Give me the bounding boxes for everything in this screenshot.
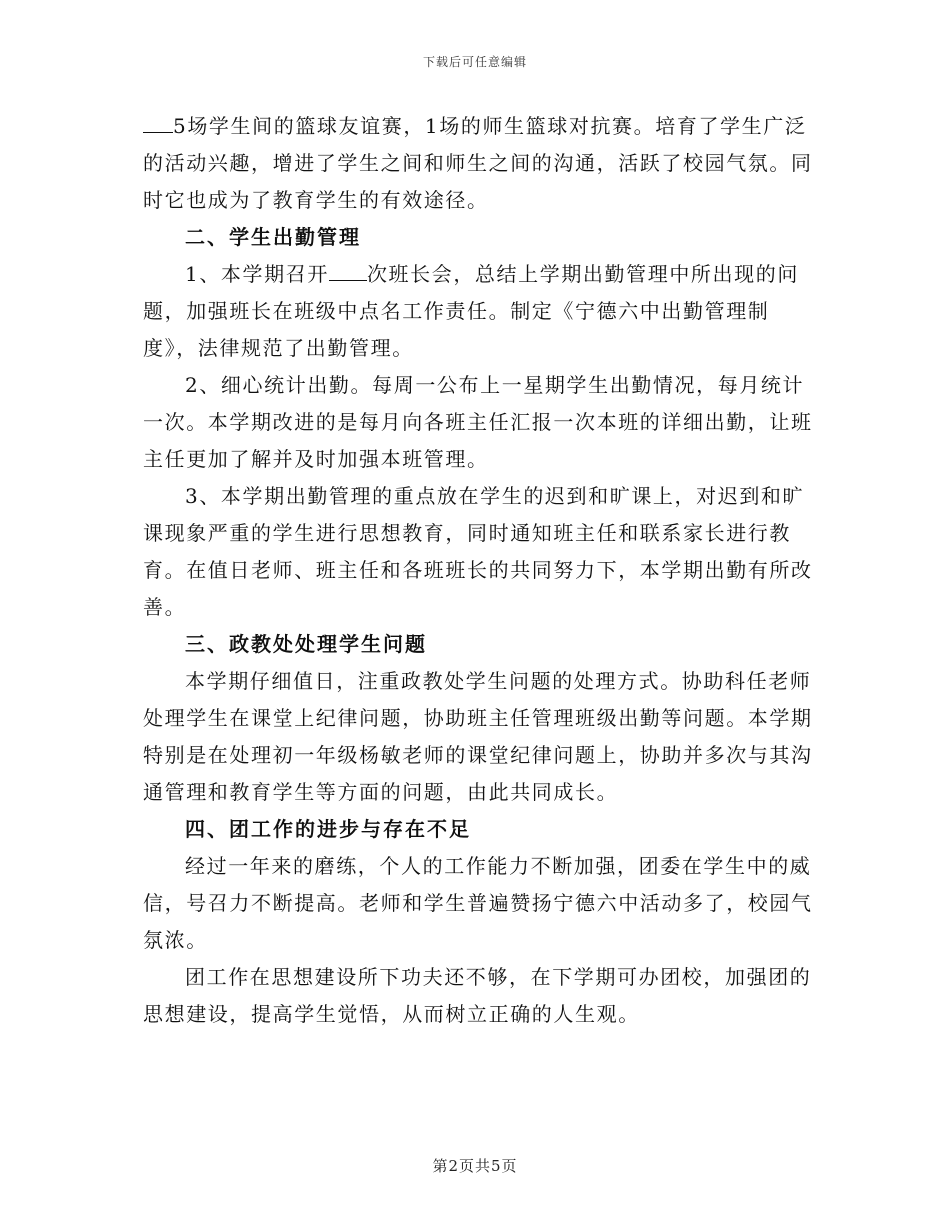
section-heading-student-issues: 三、政教处处理学生问题 (185, 632, 427, 656)
paragraph-student-issues: 本学期仔细值日，注重政教处学生问题的处理方式。协助科任老师处理学生在课堂上纪律问题，协助班主任管理班级出勤等问题。本学期特别是在处理初一年级杨敏老师的课堂纪律问题上，协助并多次与其沟通管理和教育学生等方面的问题，由此共同成长。 (143, 669, 813, 804)
paragraph-league-progress: 经过一年来的磨练，个人的工作能力不断加强，团委在学生中的威信，号召力不断提高。老师和学生普遍赞扬宁德六中活动多了，校园气氛浓。 (143, 854, 813, 952)
paragraph-attendance-2: 2、细心统计出勤。每周一公布上一星期学生出勤情况，每月统计一次。本学期改进的是每月向各班主任汇报一次本班的详细出勤，让班主任更加了解并及时加强本班管理。 (143, 373, 813, 471)
paragraph-sports-text: 5场学生间的篮球友谊赛，1场的师生篮球对抗赛。培育了学生广泛的活动兴趣，增进了学生之间和师生之间的沟通，活跃了校园气氛。同时它也成为了教育学生的有效途径。 (143, 114, 813, 212)
fill-in-blank (143, 108, 173, 133)
paragraph-league-shortcomings: 团工作在思想建设所下功夫还不够，在下学期可办团校，加强团的思想建设，提高学生觉悟，从而树立正确的人生观。 (143, 965, 812, 1026)
paragraph-attendance-1-suffix: 次班长会，总结上学期出勤管理中所出现的问题，加强班长在班级中点名工作责任。制定《宁德六中出勤管理制度》，法律规范了出勤管理。 (143, 262, 799, 360)
paragraph-sports (143, 108, 813, 219)
document-body (143, 108, 813, 1033)
paragraph-attendance-1-prefix: 1、本学期召开 (185, 262, 329, 286)
page-number: 第2页共5页 (432, 1157, 518, 1175)
section-heading-league-work: 四、团工作的进步与存在不足 (185, 817, 471, 841)
fill-in-blank (329, 256, 367, 281)
paragraph-attendance-3: 3、本学期出勤管理的重点放在学生的迟到和旷课上，对迟到和旷课现象严重的学生进行思想教育，同时通知班主任和联系家长进行教育。在值日老师、班主任和各班班长的共同努力下，本学期出勤有所改善。 (143, 484, 813, 619)
section-heading-attendance: 二、学生出勤管理 (185, 225, 361, 249)
paragraph-attendance-1 (143, 256, 813, 367)
page-header: 下载后可任意编辑 (422, 55, 527, 69)
